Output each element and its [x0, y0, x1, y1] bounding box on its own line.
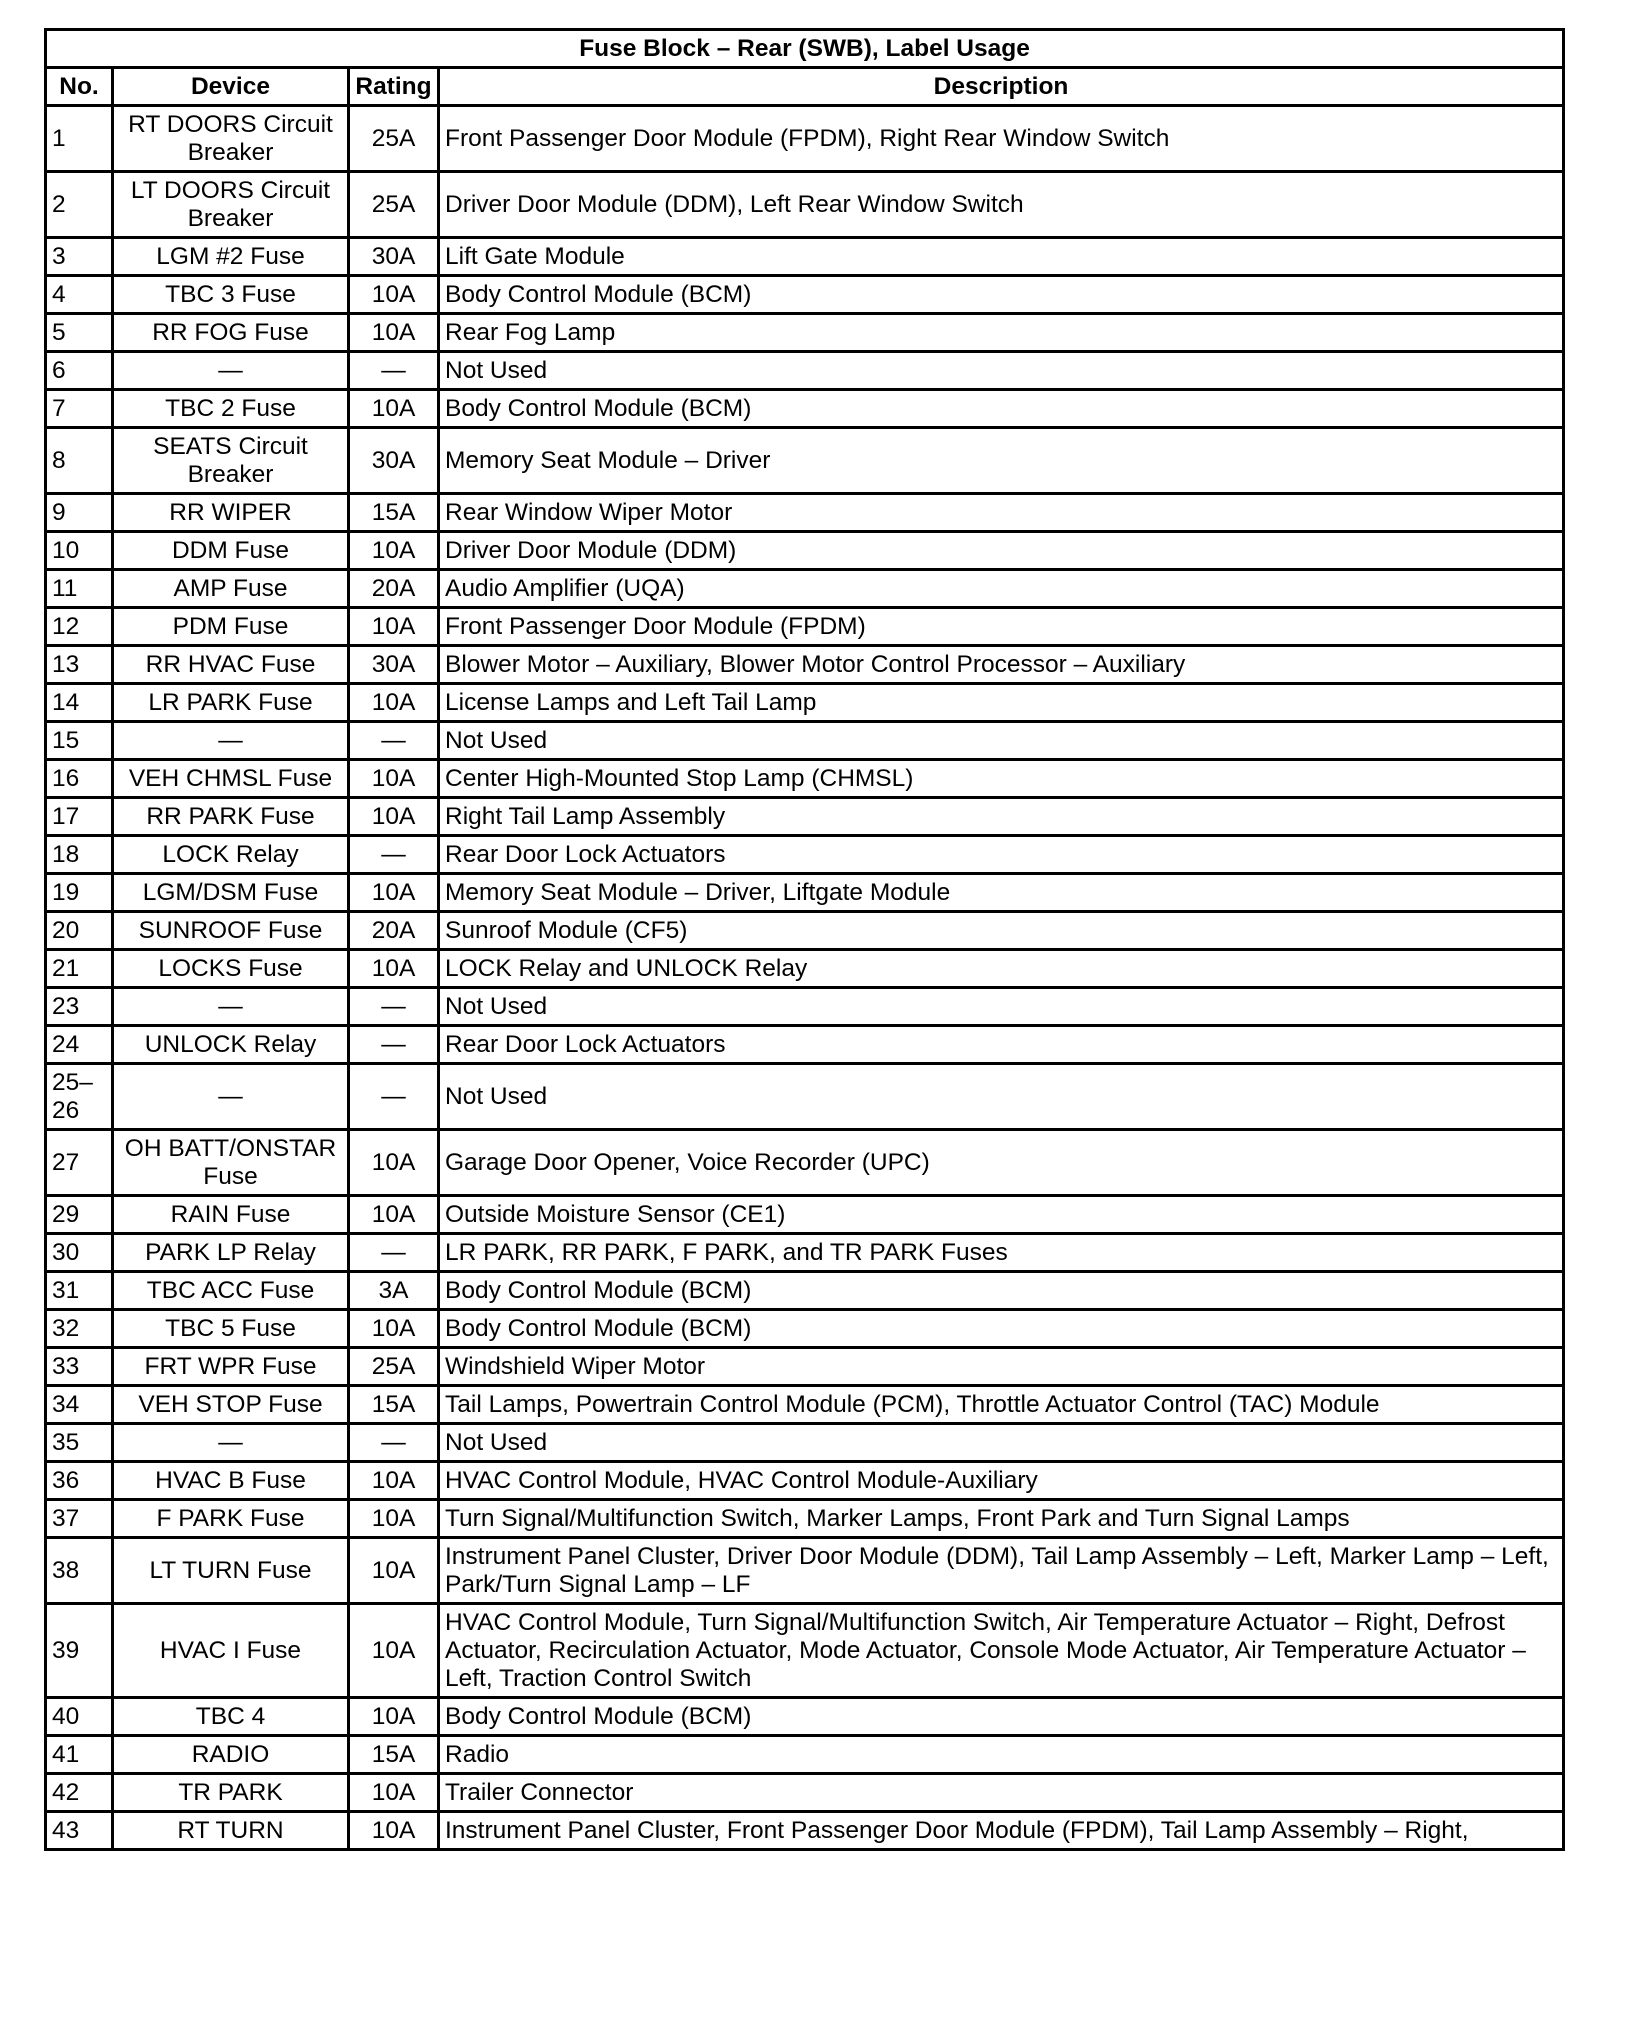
- cell-rating: 15A: [349, 1736, 439, 1774]
- cell-description: LOCK Relay and UNLOCK Relay: [439, 950, 1564, 988]
- header-device: Device: [113, 68, 349, 106]
- table-row: [46, 1812, 1564, 1850]
- cell-rating: 20A: [349, 570, 439, 608]
- table-row: [46, 760, 1564, 798]
- cell-device: TBC ACC Fuse: [113, 1272, 349, 1310]
- cell-no: 42: [46, 1774, 113, 1812]
- table-row: [46, 988, 1564, 1026]
- cell-description: Blower Motor – Auxiliary, Blower Motor Control Processor – Auxiliary: [439, 646, 1564, 684]
- cell-device: LT DOORS Circuit Breaker: [113, 172, 349, 238]
- cell-description: Not Used: [439, 352, 1564, 390]
- table-title: Fuse Block – Rear (SWB), Label Usage: [46, 30, 1564, 68]
- cell-description: Not Used: [439, 1424, 1564, 1462]
- cell-rating: 10A: [349, 608, 439, 646]
- table-row: [46, 722, 1564, 760]
- cell-rating: 10A: [349, 874, 439, 912]
- cell-description: Center High-Mounted Stop Lamp (CHMSL): [439, 760, 1564, 798]
- cell-no: 6: [46, 352, 113, 390]
- cell-rating: 10A: [349, 1500, 439, 1538]
- cell-no: 17: [46, 798, 113, 836]
- table-row: [46, 1604, 1564, 1698]
- table-body: [46, 106, 1564, 1850]
- table-row: [46, 1272, 1564, 1310]
- cell-description: Front Passenger Door Module (FPDM), Right Rear Window Switch: [439, 106, 1564, 172]
- header-rating: Rating: [349, 68, 439, 106]
- header-description: Description: [439, 68, 1564, 106]
- cell-description: Rear Door Lock Actuators: [439, 1026, 1564, 1064]
- cell-no: 12: [46, 608, 113, 646]
- cell-rating: 20A: [349, 912, 439, 950]
- cell-device: FRT WPR Fuse: [113, 1348, 349, 1386]
- cell-description: Turn Signal/Multifunction Switch, Marker Lamps, Front Park and Turn Signal Lamps: [439, 1500, 1564, 1538]
- cell-no: 11: [46, 570, 113, 608]
- cell-no: 8: [46, 428, 113, 494]
- cell-rating: 25A: [349, 172, 439, 238]
- cell-device: LOCK Relay: [113, 836, 349, 874]
- cell-rating: 10A: [349, 532, 439, 570]
- cell-rating: 30A: [349, 238, 439, 276]
- table-row: [46, 912, 1564, 950]
- table-row: [46, 570, 1564, 608]
- title-row: [46, 30, 1564, 68]
- cell-rating: —: [349, 352, 439, 390]
- table-row: [46, 646, 1564, 684]
- cell-description: Instrument Panel Cluster, Front Passenger Door Module (FPDM), Tail Lamp Assembly – Right,: [439, 1812, 1564, 1850]
- cell-device: OH BATT/ONSTAR Fuse: [113, 1130, 349, 1196]
- cell-description: Outside Moisture Sensor (CE1): [439, 1196, 1564, 1234]
- cell-description: Radio: [439, 1736, 1564, 1774]
- cell-no: 21: [46, 950, 113, 988]
- cell-description: Rear Fog Lamp: [439, 314, 1564, 352]
- cell-no: 38: [46, 1538, 113, 1604]
- cell-device: LOCKS Fuse: [113, 950, 349, 988]
- cell-description: Instrument Panel Cluster, Driver Door Module (DDM), Tail Lamp Assembly – Left, Marker Lamp – Left, Park/Turn Signal Lamp – LF: [439, 1538, 1564, 1604]
- cell-no: 40: [46, 1698, 113, 1736]
- cell-no: 1: [46, 106, 113, 172]
- cell-rating: 10A: [349, 1538, 439, 1604]
- cell-rating: 15A: [349, 1386, 439, 1424]
- cell-description: Not Used: [439, 722, 1564, 760]
- cell-no: 43: [46, 1812, 113, 1850]
- cell-device: RR FOG Fuse: [113, 314, 349, 352]
- cell-description: Trailer Connector: [439, 1774, 1564, 1812]
- cell-rating: 10A: [349, 760, 439, 798]
- cell-no: 23: [46, 988, 113, 1026]
- header-no: No.: [46, 68, 113, 106]
- cell-description: Rear Window Wiper Motor: [439, 494, 1564, 532]
- cell-rating: 10A: [349, 798, 439, 836]
- cell-device: TR PARK: [113, 1774, 349, 1812]
- cell-rating: 10A: [349, 950, 439, 988]
- cell-device: SUNROOF Fuse: [113, 912, 349, 950]
- cell-device: TBC 2 Fuse: [113, 390, 349, 428]
- cell-no: 37: [46, 1500, 113, 1538]
- cell-description: Audio Amplifier (UQA): [439, 570, 1564, 608]
- cell-rating: 25A: [349, 1348, 439, 1386]
- cell-device: HVAC B Fuse: [113, 1462, 349, 1500]
- cell-no: 13: [46, 646, 113, 684]
- cell-description: License Lamps and Left Tail Lamp: [439, 684, 1564, 722]
- cell-no: 35: [46, 1424, 113, 1462]
- cell-rating: 10A: [349, 314, 439, 352]
- cell-description: Driver Door Module (DDM), Left Rear Window Switch: [439, 172, 1564, 238]
- cell-description: Sunroof Module (CF5): [439, 912, 1564, 950]
- table-row: [46, 1424, 1564, 1462]
- table-row: [46, 608, 1564, 646]
- cell-device: VEH CHMSL Fuse: [113, 760, 349, 798]
- cell-no: 15: [46, 722, 113, 760]
- cell-no: 19: [46, 874, 113, 912]
- cell-description: Front Passenger Door Module (FPDM): [439, 608, 1564, 646]
- cell-no: 16: [46, 760, 113, 798]
- cell-description: HVAC Control Module, HVAC Control Module-Auxiliary: [439, 1462, 1564, 1500]
- cell-device: —: [113, 352, 349, 390]
- cell-rating: 15A: [349, 494, 439, 532]
- cell-rating: 10A: [349, 1310, 439, 1348]
- cell-device: PDM Fuse: [113, 608, 349, 646]
- cell-description: Body Control Module (BCM): [439, 390, 1564, 428]
- table-row: [46, 390, 1564, 428]
- table-row: [46, 238, 1564, 276]
- cell-description: Memory Seat Module – Driver: [439, 428, 1564, 494]
- table-row: [46, 874, 1564, 912]
- cell-rating: —: [349, 988, 439, 1026]
- cell-description: Memory Seat Module – Driver, Liftgate Module: [439, 874, 1564, 912]
- cell-rating: 30A: [349, 646, 439, 684]
- cell-no: 4: [46, 276, 113, 314]
- cell-rating: —: [349, 836, 439, 874]
- cell-rating: 10A: [349, 390, 439, 428]
- table-row: [46, 1736, 1564, 1774]
- cell-description: Not Used: [439, 988, 1564, 1026]
- table-row: [46, 314, 1564, 352]
- table-row: [46, 684, 1564, 722]
- table-row: [46, 1698, 1564, 1736]
- cell-device: —: [113, 1064, 349, 1130]
- cell-device: UNLOCK Relay: [113, 1026, 349, 1064]
- table-row: [46, 950, 1564, 988]
- cell-no: 31: [46, 1272, 113, 1310]
- cell-device: TBC 5 Fuse: [113, 1310, 349, 1348]
- cell-rating: 10A: [349, 1604, 439, 1698]
- cell-description: Garage Door Opener, Voice Recorder (UPC): [439, 1130, 1564, 1196]
- cell-device: RADIO: [113, 1736, 349, 1774]
- cell-rating: 10A: [349, 1812, 439, 1850]
- cell-description: HVAC Control Module, Turn Signal/Multifunction Switch, Air Temperature Actuator – Right, Defrost Actuator, Recirculation Actuator, Mode Actuator, Console Mode Actuator, Air Temperature Actuator – Left, Traction Control Switch: [439, 1604, 1564, 1698]
- cell-device: LR PARK Fuse: [113, 684, 349, 722]
- cell-no: 10: [46, 532, 113, 570]
- cell-description: Not Used: [439, 1064, 1564, 1130]
- cell-rating: 10A: [349, 1774, 439, 1812]
- table-row: [46, 1774, 1564, 1812]
- cell-rating: —: [349, 722, 439, 760]
- cell-description: LR PARK, RR PARK, F PARK, and TR PARK Fuses: [439, 1234, 1564, 1272]
- cell-description: Body Control Module (BCM): [439, 1272, 1564, 1310]
- cell-no: 2: [46, 172, 113, 238]
- cell-device: RR HVAC Fuse: [113, 646, 349, 684]
- table-row: [46, 1462, 1564, 1500]
- cell-device: SEATS Circuit Breaker: [113, 428, 349, 494]
- table-row: [46, 1310, 1564, 1348]
- cell-device: RR PARK Fuse: [113, 798, 349, 836]
- cell-rating: —: [349, 1064, 439, 1130]
- cell-no: 7: [46, 390, 113, 428]
- table-row: [46, 494, 1564, 532]
- cell-description: Rear Door Lock Actuators: [439, 836, 1564, 874]
- table-row: [46, 1196, 1564, 1234]
- cell-rating: —: [349, 1424, 439, 1462]
- cell-no: 33: [46, 1348, 113, 1386]
- cell-device: F PARK Fuse: [113, 1500, 349, 1538]
- cell-device: AMP Fuse: [113, 570, 349, 608]
- cell-rating: 10A: [349, 1698, 439, 1736]
- cell-description: Body Control Module (BCM): [439, 1310, 1564, 1348]
- table-row: [46, 1500, 1564, 1538]
- cell-rating: 3A: [349, 1272, 439, 1310]
- table-row: [46, 172, 1564, 238]
- cell-device: PARK LP Relay: [113, 1234, 349, 1272]
- table-row: [46, 352, 1564, 390]
- cell-rating: —: [349, 1026, 439, 1064]
- cell-device: RR WIPER: [113, 494, 349, 532]
- cell-no: 24: [46, 1026, 113, 1064]
- cell-no: 39: [46, 1604, 113, 1698]
- cell-rating: 10A: [349, 1462, 439, 1500]
- table-row: [46, 1130, 1564, 1196]
- cell-rating: 25A: [349, 106, 439, 172]
- cell-device: TBC 4: [113, 1698, 349, 1736]
- cell-description: Tail Lamps, Powertrain Control Module (PCM), Throttle Actuator Control (TAC) Module: [439, 1386, 1564, 1424]
- header-row: [46, 68, 1564, 106]
- cell-device: LGM/DSM Fuse: [113, 874, 349, 912]
- cell-description: Body Control Module (BCM): [439, 1698, 1564, 1736]
- cell-device: —: [113, 1424, 349, 1462]
- cell-no: 34: [46, 1386, 113, 1424]
- cell-rating: 10A: [349, 1130, 439, 1196]
- cell-rating: 30A: [349, 428, 439, 494]
- table-row: [46, 1538, 1564, 1604]
- cell-description: Right Tail Lamp Assembly: [439, 798, 1564, 836]
- cell-no: 25–26: [46, 1064, 113, 1130]
- table-row: [46, 1064, 1564, 1130]
- cell-no: 32: [46, 1310, 113, 1348]
- table-row: [46, 798, 1564, 836]
- cell-no: 41: [46, 1736, 113, 1774]
- cell-device: RT DOORS Circuit Breaker: [113, 106, 349, 172]
- cell-no: 9: [46, 494, 113, 532]
- cell-no: 14: [46, 684, 113, 722]
- cell-device: LT TURN Fuse: [113, 1538, 349, 1604]
- cell-no: 20: [46, 912, 113, 950]
- cell-rating: 10A: [349, 276, 439, 314]
- cell-no: 30: [46, 1234, 113, 1272]
- table-row: [46, 836, 1564, 874]
- table-row: [46, 1348, 1564, 1386]
- cell-device: VEH STOP Fuse: [113, 1386, 349, 1424]
- cell-device: —: [113, 722, 349, 760]
- table-row: [46, 1386, 1564, 1424]
- cell-device: DDM Fuse: [113, 532, 349, 570]
- cell-no: 36: [46, 1462, 113, 1500]
- cell-device: LGM #2 Fuse: [113, 238, 349, 276]
- cell-no: 29: [46, 1196, 113, 1234]
- table-row: [46, 532, 1564, 570]
- table-row: [46, 1026, 1564, 1064]
- table-row: [46, 276, 1564, 314]
- fuse-usage-table: [44, 28, 1565, 1851]
- cell-description: Lift Gate Module: [439, 238, 1564, 276]
- cell-device: HVAC I Fuse: [113, 1604, 349, 1698]
- cell-description: Windshield Wiper Motor: [439, 1348, 1564, 1386]
- cell-device: RT TURN: [113, 1812, 349, 1850]
- cell-no: 3: [46, 238, 113, 276]
- table-row: [46, 428, 1564, 494]
- table-row: [46, 106, 1564, 172]
- cell-description: Body Control Module (BCM): [439, 276, 1564, 314]
- cell-no: 27: [46, 1130, 113, 1196]
- cell-no: 5: [46, 314, 113, 352]
- cell-rating: 10A: [349, 1196, 439, 1234]
- cell-description: Driver Door Module (DDM): [439, 532, 1564, 570]
- cell-device: —: [113, 988, 349, 1026]
- cell-device: TBC 3 Fuse: [113, 276, 349, 314]
- cell-rating: 10A: [349, 684, 439, 722]
- table-row: [46, 1234, 1564, 1272]
- cell-no: 18: [46, 836, 113, 874]
- cell-device: RAIN Fuse: [113, 1196, 349, 1234]
- cell-rating: —: [349, 1234, 439, 1272]
